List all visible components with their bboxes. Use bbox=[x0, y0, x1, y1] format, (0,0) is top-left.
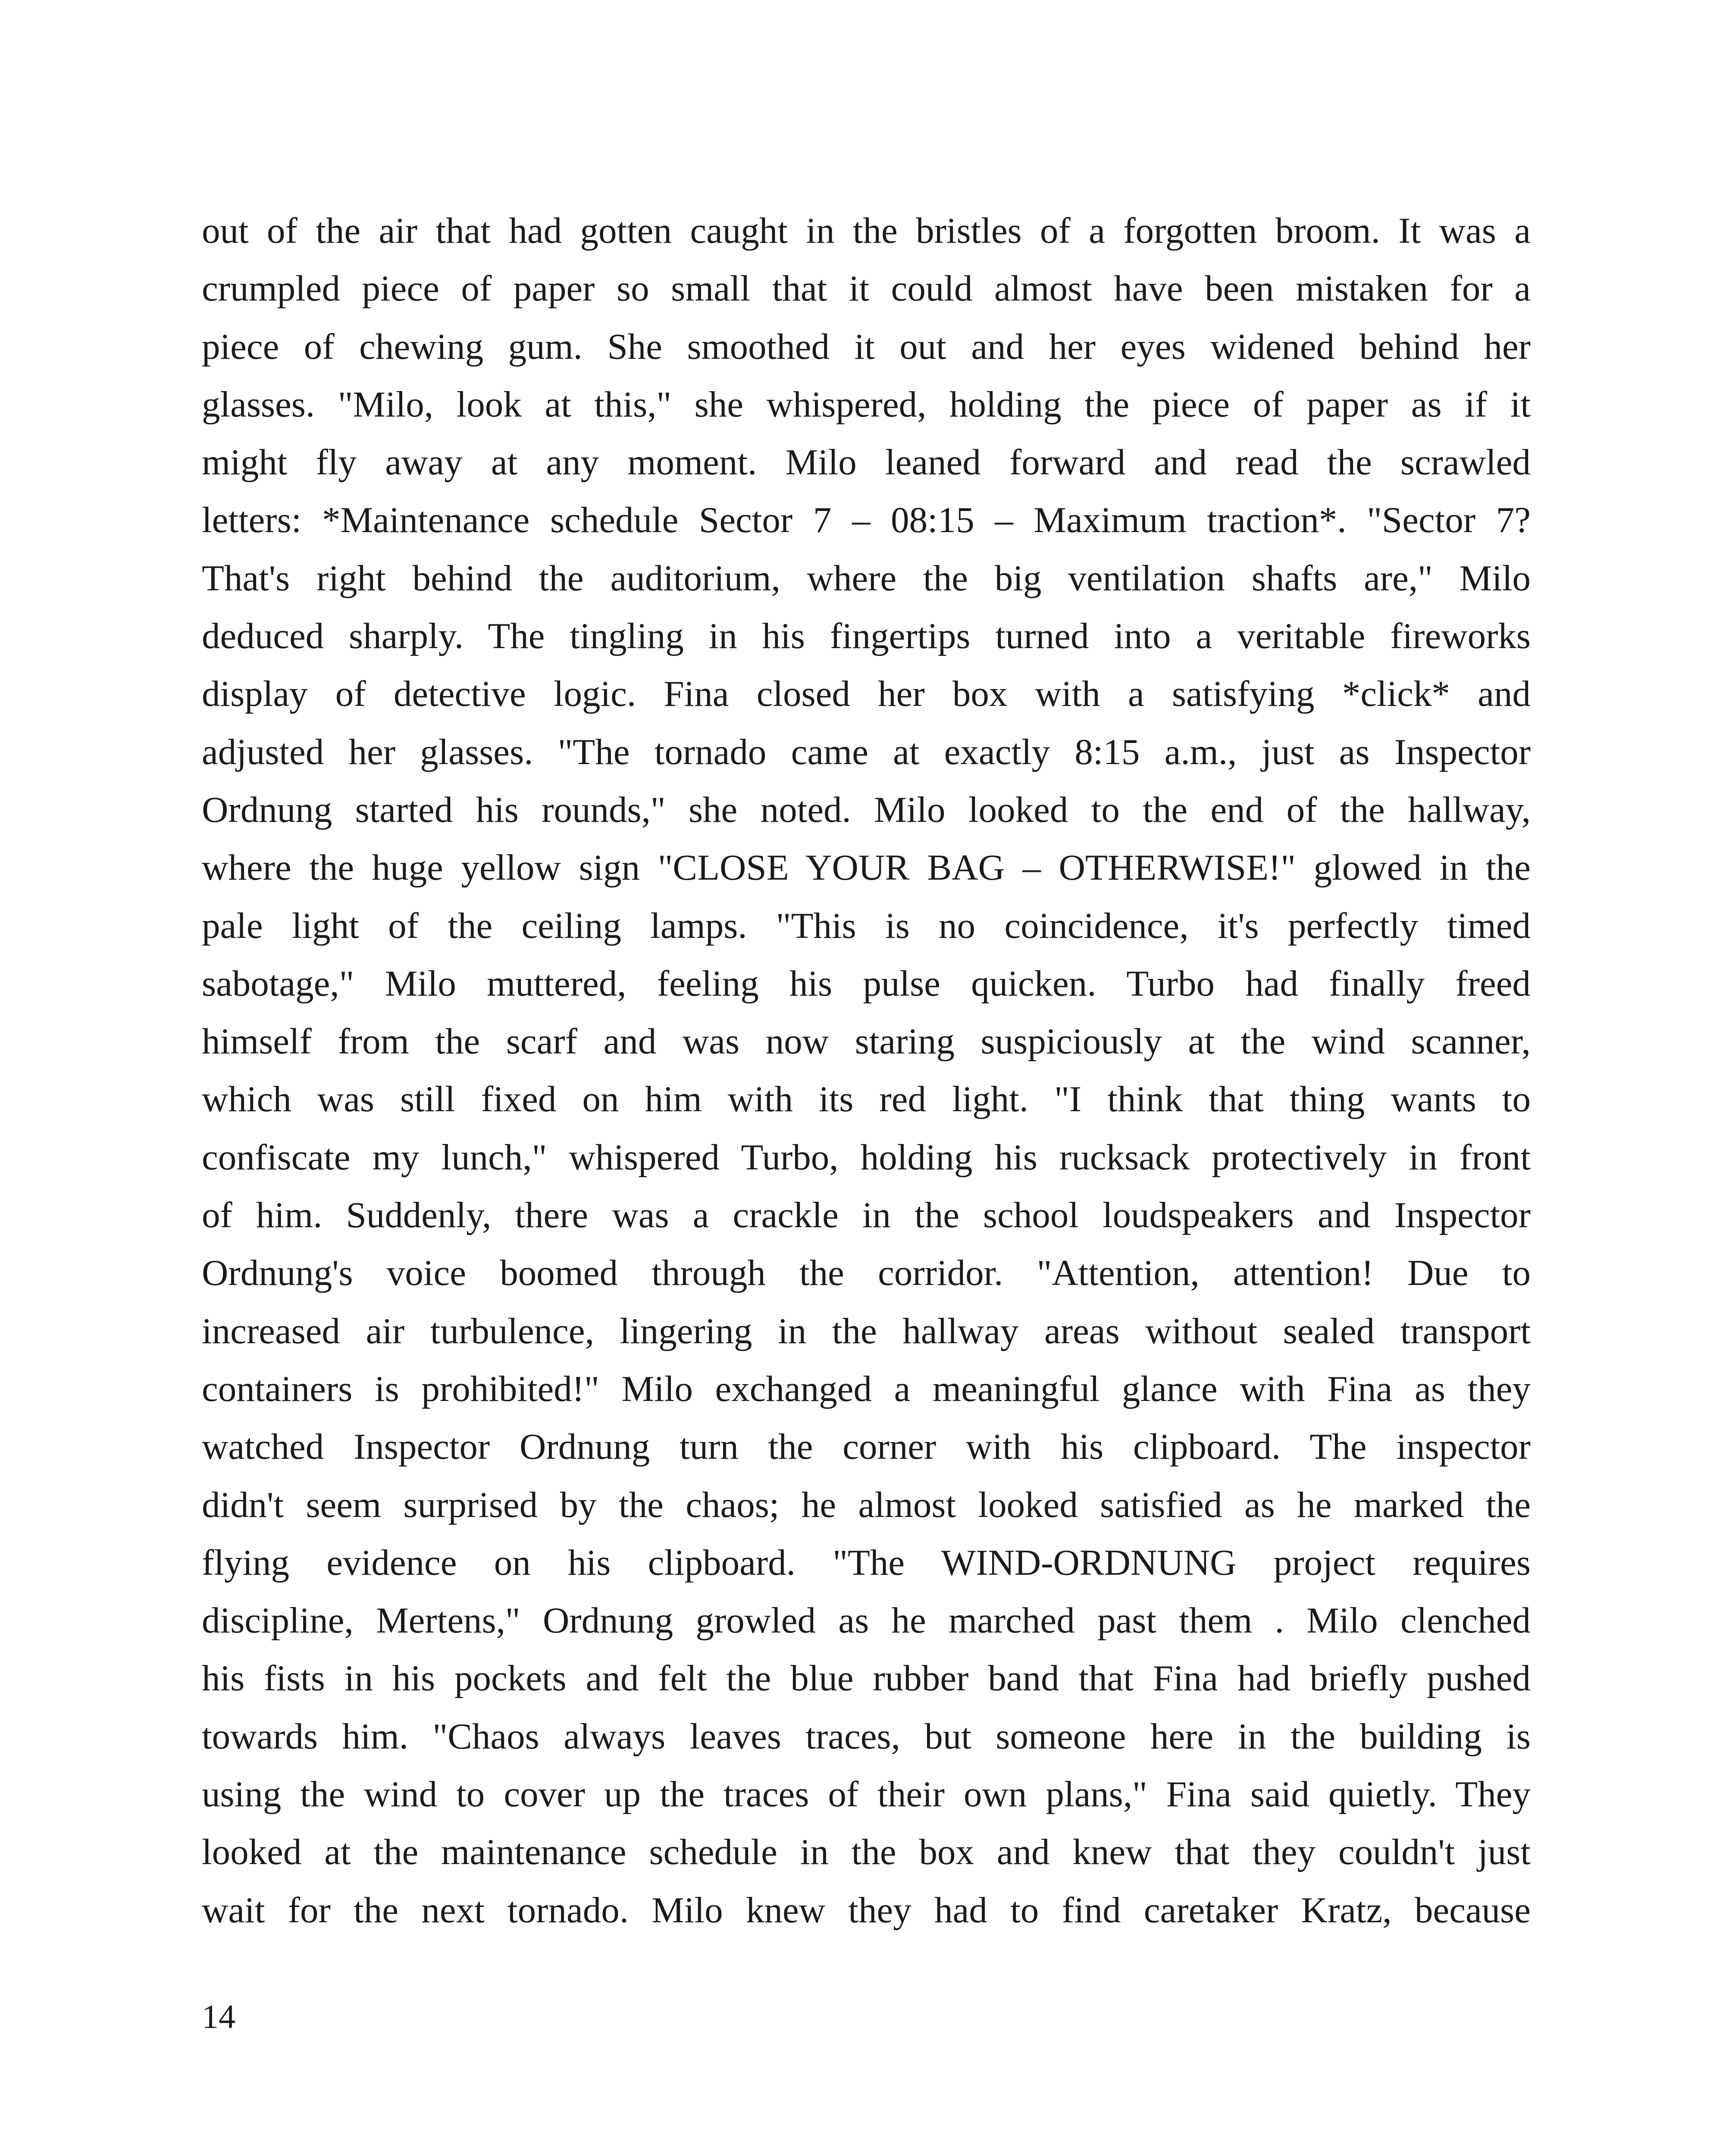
text-line: looked at the maintenance schedule in the box and knew that they couldn't just bbox=[202, 1832, 1531, 1873]
text-line: containers is prohibited!" Milo exchanged a meaningful glance with Fina as they bbox=[202, 1368, 1531, 1409]
body-text bbox=[202, 202, 1531, 1939]
text-line: confiscate my lunch," whispered Turbo, holding his rucksack protectively in front bbox=[202, 1137, 1531, 1178]
text-line: wait for the next tornado. Milo knew they had to find caretaker Kratz, because bbox=[202, 1890, 1531, 1930]
text-line: out of the air that had gotten caught in the bristles of a forgotten broom. It was a bbox=[202, 210, 1531, 251]
text-line: didn't seem surprised by the chaos; he almost looked satisfied as he marked the bbox=[202, 1484, 1531, 1525]
text-line: of him. Suddenly, there was a crackle in the school loudspeakers and Inspector bbox=[202, 1195, 1531, 1236]
text-line: discipline, Mertens," Ordnung growled as he marched past them . Milo clenched bbox=[202, 1600, 1531, 1641]
text-line: glasses. "Milo, look at this," she whispered, holding the piece of paper as if it bbox=[202, 384, 1531, 425]
text-line: crumpled piece of paper so small that it could almost have been mistaken for a bbox=[202, 268, 1531, 309]
text-line: increased air turbulence, lingering in the hallway areas without sealed transport bbox=[202, 1310, 1531, 1351]
text-line: display of detective logic. Fina closed her box with a satisfying *click* and bbox=[202, 674, 1531, 714]
text-line: Ordnung's voice boomed through the corridor. "Attention, attention! Due to bbox=[202, 1253, 1531, 1294]
page-number: 14 bbox=[202, 1998, 235, 2035]
text-line: himself from the scarf and was now staring suspiciously at the wind scanner, bbox=[202, 1021, 1531, 1062]
text-line: sabotage," Milo muttered, feeling his pulse quicken. Turbo had finally freed bbox=[202, 963, 1531, 1004]
text-line: pale light of the ceiling lamps. "This is no coincidence, it's perfectly timed bbox=[202, 905, 1531, 946]
text-line: flying evidence on his clipboard. "The WIND-ORDNUNG project requires bbox=[202, 1542, 1531, 1583]
text-line: adjusted her glasses. "The tornado came at exactly 8:15 a.m., just as Inspector bbox=[202, 731, 1531, 772]
text-line: deduced sharply. The tingling in his fingertips turned into a veritable fireworks bbox=[202, 616, 1531, 657]
text-line: letters: *Maintenance schedule Sector 7 – 08:15 – Maximum traction*. "Sector 7? bbox=[202, 500, 1531, 541]
text-line: towards him. "Chaos always leaves traces, but someone here in the building is bbox=[202, 1716, 1531, 1757]
text-line: might fly away at any moment. Milo leaned forward and read the scrawled bbox=[202, 442, 1531, 483]
text-line: which was still fixed on him with its red light. "I think that thing wants to bbox=[202, 1079, 1531, 1120]
text-line: That's right behind the auditorium, where the big ventilation shafts are," Milo bbox=[202, 558, 1531, 599]
text-line: Ordnung started his rounds," she noted. Milo looked to the end of the hallway, bbox=[202, 789, 1531, 830]
text-line: piece of chewing gum. She smoothed it out and her eyes widened behind her bbox=[202, 326, 1531, 367]
text-line: using the wind to cover up the traces of their own plans," Fina said quietly. They bbox=[202, 1774, 1531, 1815]
text-line: where the huge yellow sign "CLOSE YOUR BAG – OTHERWISE!" glowed in the bbox=[202, 847, 1531, 888]
text-line: his fists in his pockets and felt the blue rubber band that Fina had briefly pushed bbox=[202, 1658, 1531, 1699]
text-line: watched Inspector Ordnung turn the corner with his clipboard. The inspector bbox=[202, 1426, 1531, 1467]
